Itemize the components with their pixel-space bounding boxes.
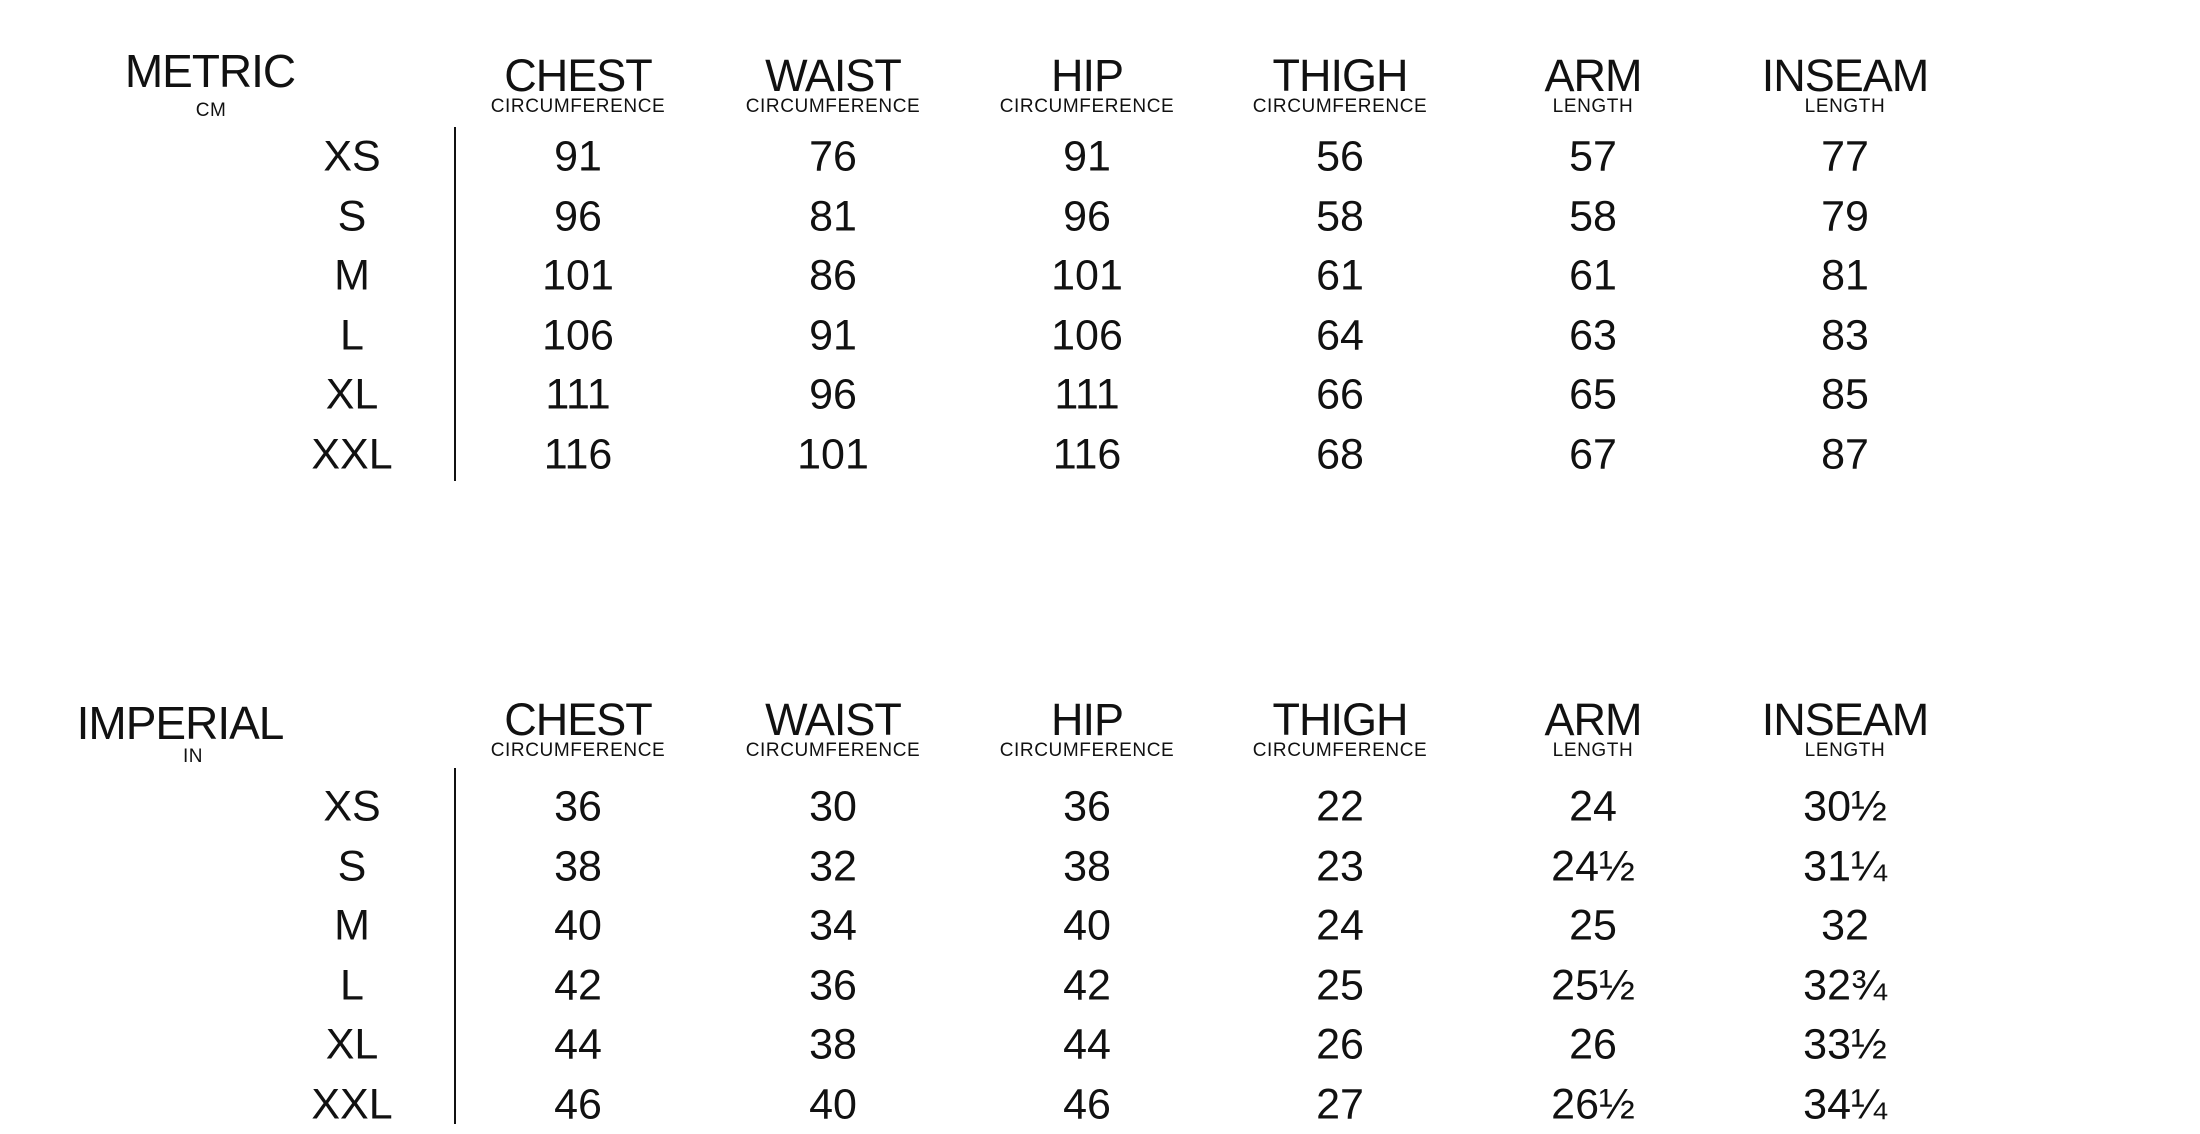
imperial-title: IMPERIAL	[76, 697, 284, 749]
metric-cell-thigh: 68	[1316, 430, 1364, 479]
metric-cell-waist: 96	[809, 370, 857, 419]
metric-cell-thigh: 61	[1316, 251, 1364, 300]
metric-cell-waist: 81	[809, 192, 857, 241]
metric-cell-waist: 91	[809, 311, 857, 360]
imperial-cell-inseam: 30½	[1803, 782, 1887, 831]
metric-title: METRIC	[124, 45, 296, 97]
metric-cell-arm: 63	[1569, 311, 1617, 360]
metric-cell-hip: 91	[1063, 132, 1111, 181]
metric-cell-chest: 101	[542, 251, 614, 300]
imperial-cell-thigh: 23	[1316, 842, 1364, 891]
metric-size-label: XL	[325, 370, 379, 419]
metric-cell-arm: 57	[1569, 132, 1617, 181]
imperial-cell-thigh: 24	[1316, 901, 1364, 950]
metric-cell-waist: 101	[797, 430, 869, 479]
imperial-divider	[454, 768, 456, 1124]
metric-cell-inseam: 79	[1821, 192, 1869, 241]
metric-column-subheader-chest: CIRCUMFERENCE	[490, 96, 666, 117]
metric-unit-label: CM	[195, 100, 227, 121]
imperial-cell-hip: 38	[1063, 842, 1111, 891]
metric-column-subheader-waist: CIRCUMFERENCE	[745, 96, 921, 117]
metric-column-header-inseam: INSEAM	[1761, 50, 1929, 101]
imperial-cell-thigh: 22	[1316, 782, 1364, 831]
imperial-column-subheader-thigh: CIRCUMFERENCE	[1252, 740, 1428, 761]
metric-cell-chest: 96	[554, 192, 602, 241]
imperial-cell-waist: 40	[809, 1080, 857, 1129]
metric-column-subheader-arm: LENGTH	[1552, 96, 1634, 117]
imperial-column-header-inseam: INSEAM	[1761, 694, 1929, 745]
metric-column-header-waist: WAIST	[765, 50, 901, 101]
imperial-cell-waist: 34	[809, 901, 857, 950]
imperial-column-subheader-hip: CIRCUMFERENCE	[999, 740, 1175, 761]
imperial-cell-chest: 42	[554, 961, 602, 1010]
imperial-cell-chest: 40	[554, 901, 602, 950]
imperial-column-subheader-chest: CIRCUMFERENCE	[490, 740, 666, 761]
metric-cell-hip: 106	[1051, 311, 1123, 360]
metric-cell-chest: 111	[545, 370, 611, 419]
metric-cell-waist: 86	[809, 251, 857, 300]
imperial-cell-thigh: 26	[1316, 1020, 1364, 1069]
metric-cell-inseam: 77	[1821, 132, 1869, 181]
imperial-cell-inseam: 33½	[1803, 1020, 1887, 1069]
metric-cell-chest: 106	[542, 311, 614, 360]
metric-cell-waist: 76	[809, 132, 857, 181]
metric-column-header-arm: ARM	[1544, 50, 1642, 101]
imperial-cell-hip: 42	[1063, 961, 1111, 1010]
imperial-column-subheader-waist: CIRCUMFERENCE	[745, 740, 921, 761]
metric-cell-inseam: 87	[1821, 430, 1869, 479]
imperial-cell-inseam: 31¼	[1803, 842, 1887, 891]
imperial-size-label: XS	[323, 782, 381, 831]
imperial-size-label: XL	[325, 1020, 379, 1069]
imperial-cell-waist: 30	[809, 782, 857, 831]
imperial-cell-arm: 26½	[1551, 1080, 1635, 1129]
metric-cell-arm: 65	[1569, 370, 1617, 419]
metric-cell-thigh: 56	[1316, 132, 1364, 181]
imperial-cell-waist: 38	[809, 1020, 857, 1069]
imperial-cell-inseam: 34¼	[1803, 1080, 1887, 1129]
metric-cell-arm: 67	[1569, 430, 1617, 479]
metric-cell-inseam: 81	[1821, 251, 1869, 300]
metric-cell-thigh: 64	[1316, 311, 1364, 360]
metric-cell-hip: 116	[1052, 430, 1122, 479]
imperial-size-label: S	[337, 842, 367, 891]
imperial-column-header-waist: WAIST	[765, 694, 901, 745]
imperial-cell-waist: 36	[809, 961, 857, 1010]
imperial-cell-hip: 44	[1063, 1020, 1111, 1069]
imperial-column-subheader-inseam: LENGTH	[1804, 740, 1886, 761]
imperial-cell-chest: 46	[554, 1080, 602, 1129]
imperial-cell-inseam: 32	[1821, 901, 1869, 950]
imperial-size-label: L	[340, 961, 364, 1010]
metric-cell-hip: 101	[1051, 251, 1123, 300]
metric-cell-hip: 111	[1054, 370, 1120, 419]
imperial-column-subheader-arm: LENGTH	[1552, 740, 1634, 761]
imperial-cell-hip: 36	[1063, 782, 1111, 831]
imperial-cell-arm: 26	[1569, 1020, 1617, 1069]
imperial-cell-chest: 36	[554, 782, 602, 831]
metric-size-label: L	[340, 311, 364, 360]
imperial-column-header-hip: HIP	[1050, 694, 1124, 745]
imperial-size-label: M	[334, 901, 370, 950]
metric-column-subheader-inseam: LENGTH	[1804, 96, 1886, 117]
metric-size-label: XS	[323, 132, 381, 181]
metric-cell-arm: 58	[1569, 192, 1617, 241]
imperial-column-header-arm: ARM	[1544, 694, 1642, 745]
imperial-cell-hip: 46	[1063, 1080, 1111, 1129]
metric-column-subheader-thigh: CIRCUMFERENCE	[1252, 96, 1428, 117]
imperial-column-header-chest: CHEST	[504, 694, 652, 745]
metric-size-label: XXL	[311, 430, 393, 479]
metric-cell-chest: 116	[543, 430, 613, 479]
metric-column-subheader-hip: CIRCUMFERENCE	[999, 96, 1175, 117]
metric-cell-inseam: 85	[1821, 370, 1869, 419]
metric-size-label: S	[337, 192, 367, 241]
imperial-cell-arm: 24½	[1551, 842, 1635, 891]
metric-cell-thigh: 66	[1316, 370, 1364, 419]
metric-column-header-thigh: THIGH	[1272, 50, 1408, 101]
imperial-cell-waist: 32	[809, 842, 857, 891]
imperial-cell-thigh: 27	[1316, 1080, 1364, 1129]
imperial-unit-label: IN	[183, 746, 203, 767]
metric-cell-arm: 61	[1569, 251, 1617, 300]
metric-size-label: M	[334, 251, 370, 300]
metric-cell-hip: 96	[1063, 192, 1111, 241]
imperial-cell-thigh: 25	[1316, 961, 1364, 1010]
imperial-column-header-thigh: THIGH	[1272, 694, 1408, 745]
imperial-cell-arm: 25½	[1551, 961, 1635, 1010]
imperial-cell-chest: 38	[554, 842, 602, 891]
metric-divider	[454, 127, 456, 481]
metric-column-header-hip: HIP	[1050, 50, 1124, 101]
imperial-cell-inseam: 32¾	[1803, 961, 1887, 1010]
imperial-size-label: XXL	[311, 1080, 393, 1129]
metric-cell-inseam: 83	[1821, 311, 1869, 360]
metric-column-header-chest: CHEST	[504, 50, 652, 101]
metric-cell-thigh: 58	[1316, 192, 1364, 241]
imperial-cell-hip: 40	[1063, 901, 1111, 950]
imperial-cell-arm: 24	[1569, 782, 1617, 831]
imperial-cell-chest: 44	[554, 1020, 602, 1069]
metric-cell-chest: 91	[554, 132, 602, 181]
imperial-cell-arm: 25	[1569, 901, 1617, 950]
